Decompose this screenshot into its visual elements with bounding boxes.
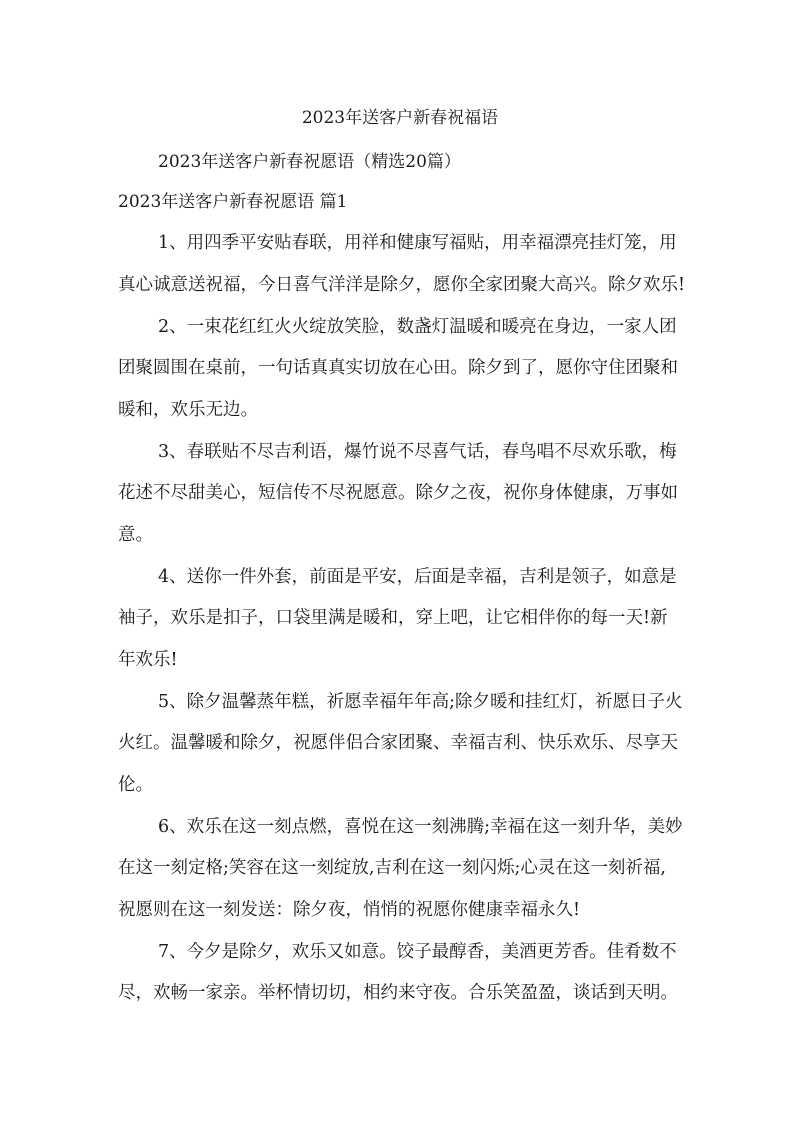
paragraph-1-line-2: 真心诚意送祝福，今日喜气洋洋是除夕，愿你全家团聚大高兴。除夕欢乐! — [118, 275, 686, 295]
paragraph-5-line-3: 伦。 — [118, 775, 153, 795]
paragraph-6-line-3: 祝愿则在这一刻发送：除夕夜，悄悄的祝愿你健康幸福永久! — [118, 900, 581, 920]
paragraph-3-line-2: 花述不尽甜美心，短信传不尽祝愿意。除夕之夜，祝你身体健康，万事如 — [118, 483, 678, 503]
paragraph-2-line-2: 团聚圆围在桌前，一句话真真实切放在心田。除夕到了，愿你守住团聚和 — [118, 358, 678, 378]
paragraph-2-line-3: 暖和，欢乐无边。 — [118, 400, 258, 420]
paragraph-5-line-1: 5、除夕温馨蒸年糕，祈愿幸福年年高;除夕暖和挂红灯，祈愿日子火 — [158, 692, 683, 712]
paragraph-6-line-2: 在这一刻定格;笑容在这一刻绽放,吉利在这一刻闪烁;心灵在这一刻祈福, — [118, 858, 666, 878]
document-subtitle: 2023年送客户新春祝愿语（精选20篇） — [158, 152, 461, 172]
paragraph-4-line-2: 袖子，欢乐是扣子，口袋里满是暖和，穿上吧，让它相伴你的每一天!新 — [118, 608, 668, 628]
paragraph-5-line-2: 火红。温馨暖和除夕，祝愿伴侣合家团聚、幸福吉利、快乐欢乐、尽享天 — [118, 733, 678, 753]
paragraph-4-line-1: 4、送你一件外套，前面是平安，后面是幸福，吉利是领子，如意是 — [158, 567, 677, 587]
paragraph-6-line-1: 6、欢乐在这一刻点燃，喜悦在这一刻沸腾;幸福在这一刻升华，美妙 — [158, 817, 683, 837]
section-heading: 2023年送客户新春祝愿语 篇1 — [118, 192, 348, 212]
paragraph-7-line-1: 7、今夕是除夕，欢乐又如意。饺子最醇香，美酒更芳香。佳肴数不 — [158, 942, 677, 962]
paragraph-1-line-1: 1、用四季平安贴春联，用祥和健康写福贴，用幸福漂亮挂灯笼，用 — [158, 233, 677, 253]
paragraph-7-line-2: 尽，欢畅一家亲。举杯情切切，相约来守夜。合乐笑盈盈，谈话到天明。 — [118, 983, 678, 1003]
document-title: 2023年送客户新春祝福语 — [301, 108, 499, 128]
paragraph-3-line-3: 意。 — [118, 525, 153, 545]
paragraph-4-line-3: 年欢乐! — [118, 650, 178, 670]
paragraph-3-line-1: 3、春联贴不尽吉利语，爆竹说不尽喜气话，春鸟唱不尽欢乐歌，梅 — [158, 442, 677, 462]
paragraph-2-line-1: 2、一束花红红火火绽放笑脸，数盏灯温暖和暖亮在身边，一家人团 — [158, 317, 677, 337]
